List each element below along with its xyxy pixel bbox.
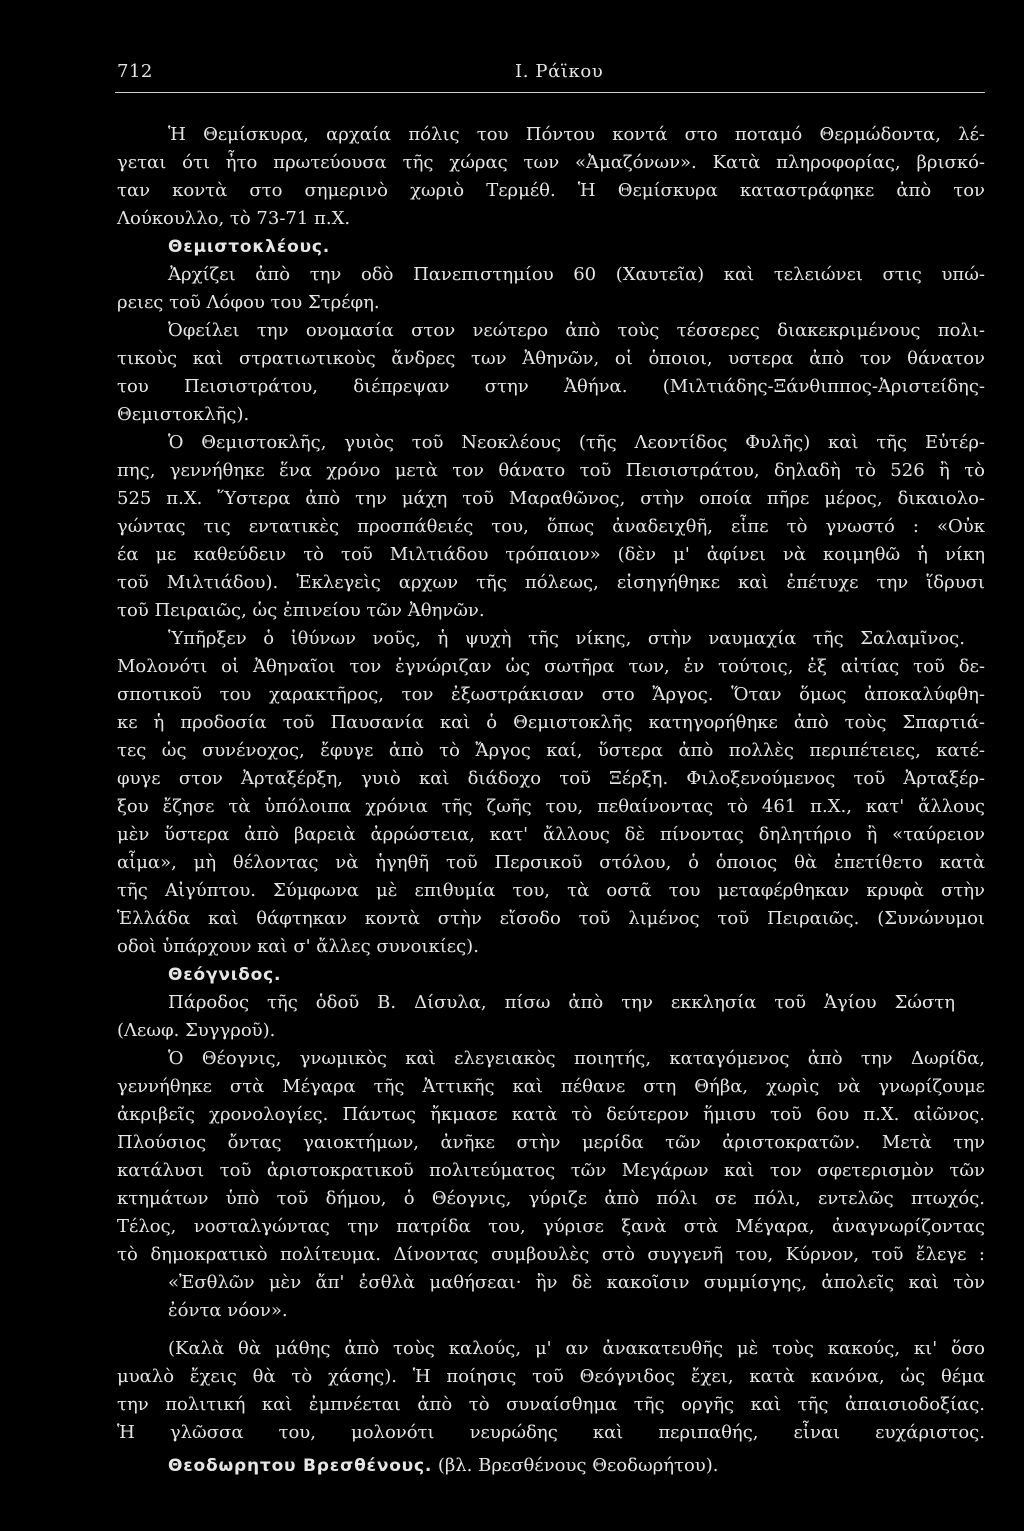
paragraph-biography xyxy=(117,429,985,625)
text-line: ταν κοντὰ στο σημερινὸ χωριὸ Τερμέθ. Ἡ Θεμίσκυρα καταστράφηκε ἀπὸ τον xyxy=(117,180,985,201)
text-line: γώντας τις εντατικὲς προσπάθειές του, ὅπως ἀναδειχθῆ, εἶπε τὸ γνωστό : «Οὐκ xyxy=(117,516,985,537)
text-line: ἐόντα νόον». xyxy=(168,1300,288,1321)
text-line: μυαλὸ ἔχεις θὰ τὸ χάσης). Ἡ ποίησις τοῦ Θεόγνιδος ἔχει, κατὰ κανόνα, ὡς θέμα xyxy=(117,1366,985,1387)
cross-reference: (βλ. Βρεσθένους Θεοδωρήτου). xyxy=(437,1455,719,1476)
paragraph-location xyxy=(117,261,985,317)
text-line: κατάλυσι τοῦ ἀριστοκρατικοῦ πολιτεύματος τῶν Μεγάρων καὶ τον σφετερισμὸν τῶν xyxy=(117,1160,985,1181)
paragraph-career xyxy=(117,625,985,961)
text-line: Ὁ Θέογνις, γνωμικὸς καὶ ελεγειακὸς ποιητής, καταγόμενος ἀπὸ την Δωρίδα, xyxy=(168,1048,985,1069)
street-heading: Θεόγνιδος. xyxy=(168,965,282,985)
paragraph-biography xyxy=(117,1045,985,1269)
text-line: ἀκριβεῖς χρονολογίες. Πάντως ἤκμασε κατὰ τὸ δεύτερον ἥμισυ τοῦ 6ου π.Χ. αἰῶνος. xyxy=(117,1104,985,1125)
text-line: Ἡ Θεμίσκυρα, αρχαία πόλις του Πόντου κοντά στο ποταμό Θερμώδοντα, λέ- xyxy=(168,124,985,145)
text-line: του Πεισιστράτου, διέπρεψαν στην Ἀθήνα. (Μιλτιάδης-Ξάνθιππος-Ἀριστείδης- xyxy=(117,376,985,397)
text-line: Ὑπῆρξεν ὁ ἰθύνων νοῦς, ἡ ψυχὴ τῆς νίκης, στὴν ναυμαχία τῆς Σαλαμῖνος. xyxy=(168,628,965,649)
text-line: τες ὡς συνένοχος, ἔφυγε ἀπὸ τὸ Ἄργος καί, ὕστερα ἀπὸ πολλὲς περιπέτειες, κατέ- xyxy=(117,740,985,761)
text-line: πης, γεννήθηκε ἕνα χρόνο μετὰ τον θάνατο τοῦ Πεισιστράτου, δηλαδὴ τὸ 526 ἢ τὸ xyxy=(117,460,985,481)
text-line: αἷμα», μὴ θέλοντας νὰ ἡγηθῆ τοῦ Περσικοῦ στόλου, ὁ ὁποιος θὰ ἐπετίθετο κατὰ xyxy=(117,852,985,873)
text-line: Ὀφείλει την ονομασία στον νεώτερο ἀπὸ τοὺς τέσσερες διακεκριμένους πολι- xyxy=(168,320,985,341)
header-rule xyxy=(115,92,985,93)
street-heading: Θεοδωρητου Βρεσθένους. xyxy=(168,1456,433,1476)
text-line: γεται ότι ἦτο πρωτεύουσα τῆς χώρας των «Ἀμαζόνων». Κατὰ πληροφορίας, βρισκό- xyxy=(117,152,985,173)
text-line: τὸ δημοκρατικὸ πολίτευμα. Δίνοντας συμβουλὲς στὸ συγγενῆ του, Κύρνον, τοῦ ἔλεγε : xyxy=(117,1244,985,1265)
text-line: σποτικοῦ του χαρακτῆρος, τον ἐξωστράκισαν στο Ἄργος. Ὅταν ὅμως ἀποκαλύφθη- xyxy=(117,684,985,705)
text-line: κε ἡ προδοσία τοῦ Παυσανία καὶ ὁ Θεμιστοκλῆς κατηγορήθηκε ἀπὸ τοὺς Σπαρτιά- xyxy=(117,712,985,733)
paragraph-themiskyra xyxy=(117,121,985,233)
text-line: Μολονότι οἱ Ἀθηναῖοι τον ἐγνώριζαν ὡς σωτῆρα των, ἐν τούτοις, ἐξ αἰτίας τοῦ δε- xyxy=(117,656,985,677)
text-line: Θεμιστοκλῆς). xyxy=(117,404,250,425)
text-line: μὲν ὕστερα ἀπὸ βαρειὰ ἀρρώστεια, κατ' ἄλλους δὲ πίνοντας δηλητήριο ἢ «ταύρειον xyxy=(117,824,985,845)
text-line: Λούκουλλο, τὸ 73-71 π.Χ. xyxy=(117,208,351,229)
text-line: κτημάτων ὑπὸ τοῦ δήμου, ὁ Θέογνις, γύριζε ἀπὸ πόλι σε πόλι, εντελῶς πτωχός. xyxy=(117,1188,985,1209)
text-line: γεννήθηκε στὰ Μέγαρα τῆς Ἀττικῆς καὶ πέθανε στη Θήβα, χωρὶς νὰ γνωρίζουμε xyxy=(117,1076,985,1097)
block-quote xyxy=(117,1269,985,1325)
text-line: τοῦ Μιλτιάδου). Ἐκλεγεὶς αρχων τῆς πόλεως, εἰσηγήθηκε καὶ ἐπέτυχε την ἵδρυσι xyxy=(117,572,985,593)
text-line: ξου ἔζησε τὰ ὑπόλοιπα χρόνια τῆς ζωῆς του, πεθαίνοντας τὸ 461 π.Χ., κατ' ἄλλους xyxy=(117,796,985,817)
paragraph-naming xyxy=(117,317,985,429)
text-line: Τέλος, νοσταλγώντας την πατρίδα του, γύρισε ξανὰ στὰ Μέγαρα, ἀναγνωρίζοντας xyxy=(117,1216,985,1237)
paragraph-commentary xyxy=(117,1335,985,1447)
text-line: Ἑλλάδα καὶ θάφτηκαν κοντὰ στὴν εἴσοδο τοῦ λιμένος τοῦ Πειραιῶς. (Συνώνυμοι xyxy=(117,908,985,929)
paragraph-location xyxy=(117,989,985,1045)
text-line: τικοὺς καὶ στρατιωτικοὺς ἄνδρες των Ἀθηνῶν, οἱ ὁποιοι, υστερα ἀπὸ τον θάνατον xyxy=(117,348,985,369)
running-head: Ι. Ράϊκου xyxy=(515,61,604,82)
cross-reference-entry xyxy=(117,1452,985,1480)
text-line: Πάροδος τῆς ὁδοῦ Β. Δίσυλα, πίσω ἀπὸ την εκκλησία τοῦ Ἁγίου Σώστη xyxy=(168,992,955,1013)
page-body xyxy=(117,121,985,1480)
text-line: φυγε στον Ἀρταξέρξη, γυιὸ καὶ διάδοχο τοῦ Ξέρξη. Φιλοξενούμενος τοῦ Ἀρταξέρ- xyxy=(117,768,985,789)
text-line: τῆς Αἰγύπτου. Σύμφωνα μὲ επιθυμία του, τὰ οστᾶ του μεταφέρθηκαν κρυφὰ στὴν xyxy=(117,880,985,901)
text-line: (Καλὰ θὰ μάθης ἀπὸ τοὺς καλούς, μ' αν ἀνακατευθῆς μὲ τοὺς κακούς, κι' ὅσο xyxy=(168,1338,985,1359)
text-line: Πλούσιος ὄντας γαιοκτήμων, ἀνῆκε στὴν μερίδα τῶν ἀριστοκρατῶν. Μετὰ την xyxy=(117,1132,985,1153)
text-line: έα με καθεύδειν τὸ τοῦ Μιλτιάδου τρόπαιον» (δὲν μ' ἀφίνει νὰ κοιμηθῶ ἡ νίκη xyxy=(117,544,985,565)
street-heading: Θεμιστοκλέους. xyxy=(168,237,331,257)
text-line: 525 π.Χ. Ὕστερα ἀπὸ την μάχη τοῦ Μαραθῶνος, στὴν οποία πῆρε μέρος, δικαιολο- xyxy=(117,488,985,509)
text-line: Ὁ Θεμιστοκλῆς, γυιὸς τοῦ Νεοκλέους (τῆς Λεοντίδος Φυλῆς) καὶ τῆς Εὐτέρ- xyxy=(168,432,985,453)
text-line: ρειες τοῦ Λόφου του Στρέφη. xyxy=(117,292,380,313)
text-line: Ἡ γλῶσσα του, μολονότι νευρώδης καὶ περιπαθής, εἶναι ευχάριστος. xyxy=(117,1422,985,1443)
text-line: «Ἐσθλῶν μὲν ἄπ' ἐσθλὰ μαθήσεαι· ἢν δὲ κακοῖσιν συμμίσγης, ἀπολεῖς καὶ τὸν xyxy=(168,1272,985,1293)
text-line: τοῦ Πειραιῶς, ὡς ἐπινείου τῶν Ἀθηνῶν. xyxy=(117,600,485,621)
page-number: 712 xyxy=(117,61,153,82)
text-line: Ἀρχίζει ἀπὸ την οδὸ Πανεπιστημίου 60 (Χαυτεῖα) καὶ τελειώνει στις υπώ- xyxy=(168,264,985,285)
text-line: (Λεωφ. Συγγροῦ). xyxy=(117,1020,276,1041)
text-line: την πολιτική καὶ ἐμπνέεται ἀπὸ τὸ συναίσθημα τῆς οργῆς καὶ τῆς ἀπαισιοδοξίας. xyxy=(117,1394,985,1415)
text-line: οδοὶ ὑπάρχουν καὶ σ' ἄλλες συνοικίες). xyxy=(117,936,479,957)
